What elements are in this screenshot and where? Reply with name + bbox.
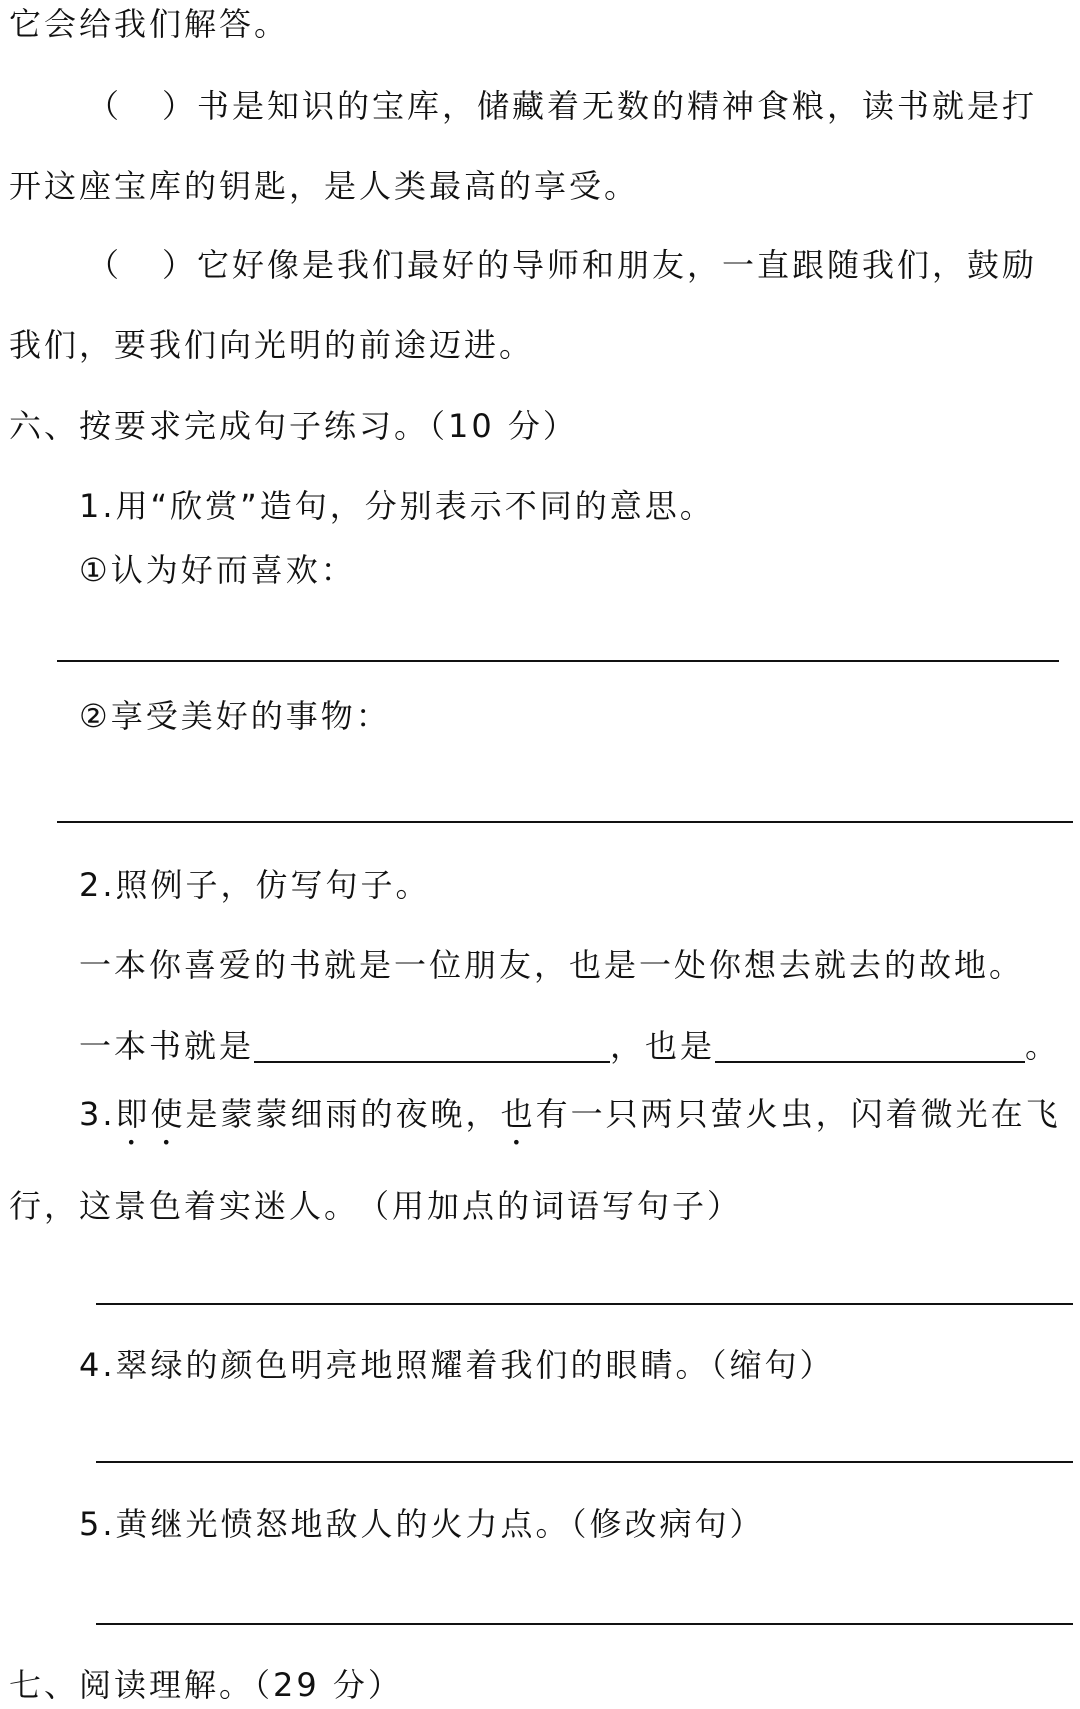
question-1-part-b	[79, 696, 391, 736]
question-1-part-b-text: ②享受美好的事物：	[79, 697, 391, 735]
emphasized-word-2: 也	[500, 1095, 536, 1133]
question-3-instruction: （用加点的词语写句子）	[373, 1187, 743, 1225]
paren-close: ）	[161, 246, 197, 284]
paren-open: （	[87, 87, 123, 125]
fill-part-1: 一本书就是	[79, 1027, 255, 1065]
fill-end: 。	[1025, 1027, 1061, 1065]
ordering-answer-blank-1	[87, 86, 197, 126]
fill-comma: ，	[610, 1027, 646, 1065]
question-2-fill-line	[79, 1026, 1060, 1066]
ordering-item-1-continuation	[9, 166, 639, 206]
section-7-heading-text: 七、阅读理解。（29 分）	[9, 1666, 403, 1704]
question-3-continuation	[9, 1186, 742, 1226]
fill-blank-1	[254, 1026, 610, 1063]
answer-line-q4	[96, 1461, 1073, 1463]
ordering-item-1-text-cont: 开这座宝库的钥匙，是人类最高的享受。	[9, 167, 640, 205]
section-6-heading	[9, 406, 578, 446]
question-1-part-a	[79, 550, 356, 590]
question-2-example-text: 一本你喜爱的书就是一位朋友，也是一处你想去就去的故地。	[79, 946, 1025, 984]
question-3-sentence	[79, 1094, 1061, 1134]
question-4	[79, 1345, 835, 1385]
question-2-prompt	[79, 865, 431, 905]
paren-open: （	[87, 246, 123, 284]
question-5-instruction: （修改病句）	[570, 1505, 765, 1543]
question-2-example	[79, 945, 1024, 985]
fill-part-2: 也是	[645, 1027, 716, 1065]
question-3-mid: 是蒙蒙细雨的夜晚，	[185, 1095, 501, 1133]
question-1-prompt-text: 1.用“欣赏”造句，分别表示不同的意思。	[79, 487, 715, 525]
question-4-instruction: （缩句）	[710, 1346, 835, 1384]
continued-text: 它会给我们解答。	[9, 5, 290, 43]
question-1-part-a-text: ①认为好而喜欢：	[79, 551, 356, 589]
ordering-item-1-text: 书是知识的宝库，储藏着无数的精神食粮，读书就是打	[197, 87, 1038, 125]
question-2-prompt-text: 2.照例子，仿写句子。	[79, 866, 431, 904]
question-3-number: 3.	[79, 1095, 116, 1133]
ordering-item-2-text: 它好像是我们最好的导师和朋友，一直跟随我们，鼓励	[197, 246, 1038, 284]
fill-blank-2	[715, 1026, 1025, 1063]
question-1-prompt	[79, 486, 715, 526]
question-5-prompt: 5.黄继光愤怒地敌人的火力点。	[79, 1505, 571, 1543]
section-7-heading	[9, 1665, 403, 1705]
ordering-item-2-continuation	[9, 325, 534, 365]
ordering-item-1	[87, 86, 1037, 126]
question-3-cont-text: 行，这景色着实迷人。	[9, 1187, 360, 1225]
question-3-rest: 有一只两只萤火虫，闪着微光在飞	[535, 1095, 1061, 1133]
continued-text-line	[9, 4, 289, 44]
ordering-item-2-text-cont: 我们，要我们向光明的前途迈进。	[9, 326, 535, 364]
answer-line-q5	[96, 1623, 1073, 1625]
ordering-answer-blank-2	[87, 245, 197, 285]
answer-line-q1a	[57, 660, 1059, 662]
answer-line-q3	[96, 1303, 1073, 1305]
question-5	[79, 1504, 765, 1544]
question-4-prompt: 4.翠绿的颜色明亮地照耀着我们的眼睛。	[79, 1346, 711, 1384]
ordering-item-2	[87, 245, 1037, 285]
paren-close: ）	[161, 87, 197, 125]
section-6-heading-text: 六、按要求完成句子练习。（10 分）	[9, 407, 578, 445]
emphasized-word-1: 即使	[115, 1095, 186, 1133]
answer-line-q1b	[57, 821, 1073, 823]
